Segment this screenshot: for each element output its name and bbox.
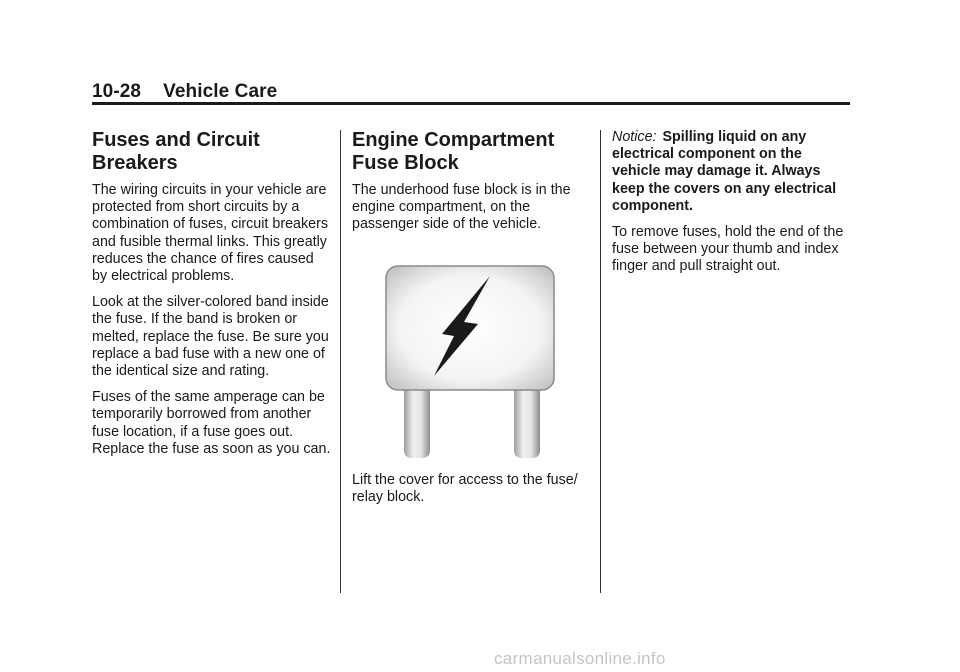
paragraph-intro: The underhood fuse block is in the engine compartment, on the passenger side of the vehicle. (352, 182, 571, 233)
heading-fuses-breakers: Fuses and Circuit Breakers (92, 129, 260, 174)
column-notice (612, 129, 852, 285)
column-fuses-breakers (92, 129, 332, 467)
paragraph: Look at the silver-colored band inside the fuse. If the band is broken or melted, replace the fuse. Be sure you replace a bad fuse with a new one of the identical size and rating. (92, 294, 329, 380)
caption-fuse-block: Lift the cover for access to the fuse/ relay block. (352, 471, 578, 505)
column-divider-1 (340, 130, 341, 593)
notice-block (612, 129, 852, 215)
paragraph-remove-fuses: To remove fuses, hold the end of the fuse between your thumb and index finger and pull straight out. (612, 224, 844, 275)
paragraph: Fuses of the same amperage can be temporarily borrowed from another fuse location, if a fuse goes out. Replace the fuse as soon as you can. (92, 389, 331, 457)
fuse-lightning-icon (352, 264, 588, 464)
page-number: 10-28 (92, 81, 142, 102)
watermark: carmanualsonline.info (494, 649, 666, 668)
column-divider-2 (600, 130, 601, 593)
notice-label: Notice: (612, 129, 657, 145)
section-title: Vehicle Care (163, 81, 278, 102)
notice-text: Spilling liquid on any electrical component on the vehicle may damage it. Always keep the covers on any electrical component. (612, 129, 837, 214)
column-engine-fuse-block (352, 129, 588, 515)
page-header (92, 81, 277, 103)
heading-engine-fuse-block: Engine Compartment Fuse Block (352, 129, 555, 174)
paragraph: The wiring circuits in your vehicle are protected from short circuits by a combination of fuses, circuit breakers and fusible thermal links. This greatly reduces the chance of fires caused by electrical problems. (92, 182, 329, 285)
header-rule (92, 102, 850, 105)
